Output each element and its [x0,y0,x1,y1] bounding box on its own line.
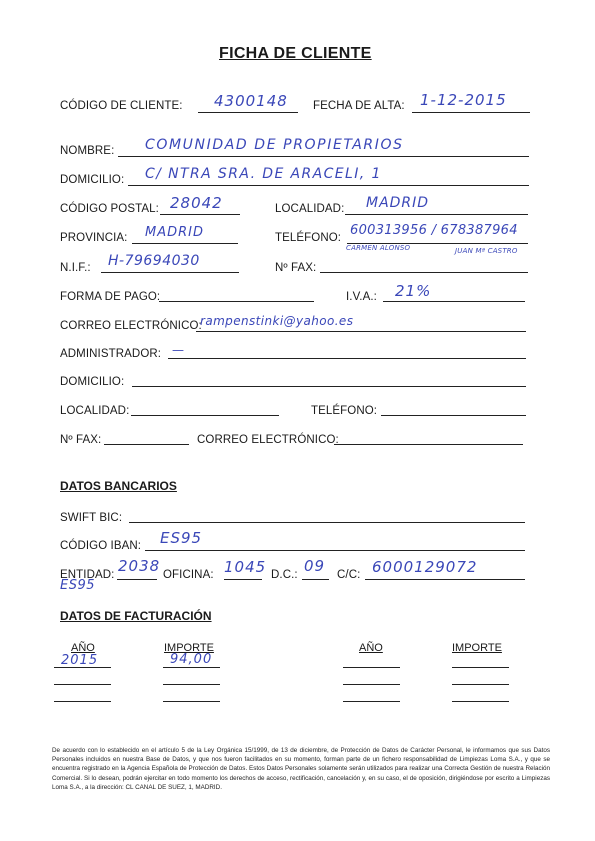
province-label: PROVINCIA: [60,232,128,244]
dc-value[interactable]: 09 [304,557,326,575]
billing-row-line[interactable] [163,701,220,702]
billing-row-line[interactable] [163,684,220,685]
payment-method-line[interactable] [159,301,314,302]
city-value[interactable]: MADRID [366,195,430,211]
admin-email-label: CORREO ELECTRÓNICO: [197,434,339,446]
office-value[interactable]: 1045 [224,558,267,576]
email-value[interactable]: rampenstinki@yahoo.es [200,314,354,328]
client-code-value[interactable]: 4300148 [214,92,288,110]
billing-amount-header-left: IMPORTE [164,642,214,654]
phone-label: TELÉFONO: [275,232,342,244]
email-line [196,331,526,332]
phone-contact-note-1: CARMEN ALONSO [346,244,411,252]
postal-code-line [160,214,240,215]
iva-label: I.V.A.: [346,291,377,303]
client-code-line [198,112,298,113]
province-value[interactable]: MADRID [145,225,204,240]
admin-phone-line[interactable] [381,415,526,416]
signup-date-line [412,112,530,113]
billing-row1-amount[interactable]: 94,00 [170,652,213,667]
admin-value[interactable]: — [172,343,185,357]
phone-contact-note-2: JUAN Mª CASTRO [455,247,518,255]
dc-line [302,579,329,580]
name-label: NOMBRE: [60,145,115,157]
data-protection-notice: De acuerdo con lo establecido en el artículo 5 de la Ley Orgánica 15/1999, de 13 de diciembre, de Protección de Datos de Carácter Personal, le informamos que sus Datos Personales incluidos en nuestra Base de Datos, y que nos fueron facilitados en su momento, forman parte de un fichero responsabilidad de Limpiezas Loma S.A., y que se encuentra registrado en la Agencia Española de Protección de Datos. Estos Datos Personales solamente serán utilizados para realizar una Correcta Gestión de nuestra Relación Comercial. Si lo desean, podrán ejercitar en todo momento los derechos de acceso, rectificación, cancelación y, en su caso, el de oposición, dirigiéndose por escrito a Limpiezas Loma S.A., a la dirección: CL CANAL DE SUEZ, 1, MADRID. [52,747,550,791]
address-label: DOMICILIO: [60,174,125,186]
billing-row-line[interactable] [54,701,111,702]
admin-label: ADMINISTRADOR: [60,348,162,360]
nif-line [101,272,239,273]
billing-section-heading: DATOS DE FACTURACIÓN [60,609,212,623]
page-title: FICHA DE CLIENTE [219,45,372,62]
admin-city-line[interactable] [131,415,279,416]
entity-line [117,579,157,580]
office-label: OFICINA: [163,569,214,581]
billing-amount-header-right: IMPORTE [452,642,502,654]
nif-label: N.I.F.: [60,262,91,274]
office-line [224,579,262,580]
billing-row-line[interactable] [343,701,400,702]
swift-label: SWIFT BIC: [60,512,123,524]
admin-address-label: DOMICILIO: [60,376,125,388]
bank-extra-note: ES95 [60,578,96,593]
name-line [118,156,529,157]
account-value[interactable]: 6000129072 [372,558,478,576]
billing-row-line[interactable] [343,667,400,668]
city-line [345,214,528,215]
address-line [128,185,529,186]
iban-value[interactable]: ES95 [160,529,203,547]
billing-row-line[interactable] [343,684,400,685]
postal-code-label: CÓDIGO POSTAL: [60,203,159,215]
billing-row-line [163,667,220,668]
account-label: C/C: [337,569,361,581]
payment-method-label: FORMA DE PAGO: [60,291,161,303]
email-label: CORREO ELECTRÓNICO: [60,320,202,332]
bank-section-heading: DATOS BANCARIOS [60,479,177,493]
billing-row-line[interactable] [452,701,509,702]
signup-date-value[interactable]: 1-12-2015 [420,91,507,109]
dc-label: D.C.: [271,569,298,581]
province-line [132,243,238,244]
client-code-label: CÓDIGO DE CLIENTE: [60,100,183,112]
admin-address-line[interactable] [132,386,526,387]
admin-phone-label: TELÉFONO: [311,405,378,417]
admin-email-line[interactable] [334,444,523,445]
account-line [365,579,525,580]
iva-line [383,301,525,302]
city-label: LOCALIDAD: [275,203,345,215]
signup-date-label: FECHA DE ALTA: [313,100,405,112]
swift-line[interactable] [129,522,525,523]
iban-line [145,550,525,551]
admin-city-label: LOCALIDAD: [60,405,130,417]
admin-fax-label: Nº FAX: [60,434,102,446]
entity-value[interactable]: 2038 [118,557,161,575]
client-fax-line[interactable] [320,272,528,273]
nif-value[interactable]: H-79694030 [108,253,200,269]
postal-code-value[interactable]: 28042 [170,194,223,212]
entity-label: ENTIDAD: [60,569,115,581]
billing-row-line[interactable] [452,684,509,685]
billing-year-header-right: AÑO [359,642,383,654]
billing-row1-year[interactable]: 2015 [61,653,99,668]
iban-label: CÓDIGO IBAN: [60,540,142,552]
phone-value[interactable]: 600313956 / 678387964 [350,223,518,238]
client-fax-label: Nº FAX: [275,262,317,274]
admin-line [168,358,526,359]
billing-row-line[interactable] [54,684,111,685]
iva-value[interactable]: 21% [395,282,432,300]
billing-year-header-left: AÑO [71,642,95,654]
address-value[interactable]: C/ NTRA SRA. DE ARACELI, 1 [145,166,382,182]
billing-row-line[interactable] [452,667,509,668]
admin-fax-line[interactable] [104,444,189,445]
name-value[interactable]: COMUNIDAD DE PROPIETARIOS [145,137,404,153]
